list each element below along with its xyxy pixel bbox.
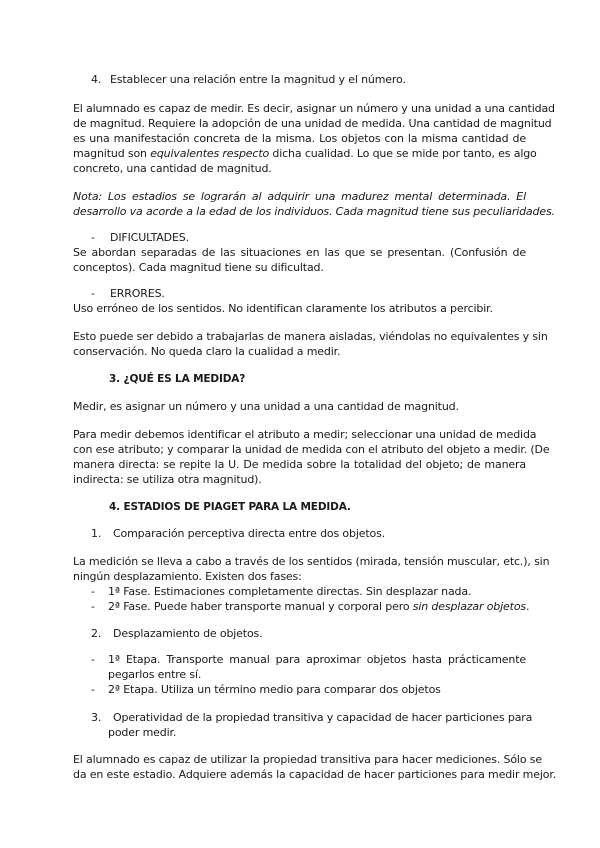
bullet-dash: -	[91, 231, 95, 244]
bullet-dash: -	[91, 653, 95, 666]
paragraph-line: ningún desplazamiento. Existen dos fases:	[73, 570, 302, 583]
note-line: desarrollo va acorde a la edad de los individuos. Cada magnitud tiene sus peculiaridades.	[73, 205, 555, 218]
paragraph-line: Medir, es asignar un número y una unidad a una cantidad de magnitud.	[73, 400, 459, 413]
paragraph-line: conservación. No queda claro la cualidad a medir.	[73, 345, 341, 358]
section-label: DIFICULTADES.	[110, 231, 189, 244]
paragraph-line: con ese atributo; y comparar la unidad de medida con el atributo del objeto a medir. (De	[73, 443, 550, 456]
text-run: magnitud son	[73, 147, 151, 160]
text-run: dicha cualidad. Lo que se mide por tanto, es algo	[269, 147, 537, 160]
paragraph-line: Para medir debemos identificar el atributo a medir; seleccionar una unidad de medida	[73, 428, 537, 441]
section-label: ERRORES.	[110, 287, 165, 300]
italic-text: sin desplazar objetos	[412, 600, 526, 613]
list-item-text: 1ª Fase. Estimaciones completamente directas. Sin desplazar nada.	[108, 585, 472, 598]
bullet-dash: -	[91, 683, 95, 696]
bullet-dash: -	[91, 287, 95, 300]
list-item-text: poder medir.	[108, 726, 177, 739]
list-item-text: Comparación perceptiva directa entre dos objetos.	[113, 527, 386, 540]
bullet-dash: -	[91, 600, 95, 613]
list-item-text: pegarlos entre sí.	[108, 668, 202, 681]
list-number: 3.	[91, 711, 102, 724]
section-heading: 3. ¿QUÉ ES LA MEDIDA?	[109, 373, 246, 385]
paragraph-line: es una manifestación concreta de la misma. Los objetos con la misma cantidad de	[73, 132, 526, 145]
list-item-text	[108, 599, 529, 614]
bullet-dash: -	[91, 585, 95, 598]
list-number: 2.	[91, 627, 102, 640]
note-line: Nota: Los estadios se lograrán al adquirir una madurez mental determinada. El	[73, 190, 526, 203]
list-item-text: Operatividad de la propiedad transitiva y capacidad de hacer particiones para	[113, 711, 533, 724]
paragraph-line	[73, 146, 537, 161]
text-run: 2ª Fase. Puede haber transporte manual y corporal pero	[108, 600, 413, 613]
section-heading: 4. ESTADIOS DE PIAGET PARA LA MEDIDA.	[109, 501, 351, 513]
text-run: .	[525, 600, 530, 613]
paragraph-line: manera directa: se repite la U. De medida sobre la totalidad del objeto; de manera	[73, 458, 526, 471]
paragraph-line: La medición se lleva a cabo a través de los sentidos (mirada, tensión muscular, etc.), sin	[73, 555, 550, 568]
paragraph-line: El alumnado es capaz de utilizar la propiedad transitiva para hacer mediciones. Sólo se	[73, 753, 542, 766]
list-number: 1.	[91, 527, 102, 540]
paragraph-line: da en este estadio. Adquiere además la capacidad de hacer particiones para medir mejor.	[73, 768, 557, 781]
paragraph-line: conceptos). Cada magnitud tiene su dificultad.	[73, 261, 324, 274]
list-item-text: 1ª Etapa. Transporte manual para aproximar objetos hasta prácticamente	[108, 653, 526, 666]
paragraph-line: concreto, una cantidad de magnitud.	[73, 162, 272, 175]
paragraph-line: El alumnado es capaz de medir. Es decir, asignar un número y una unidad a una cantidad	[73, 102, 555, 115]
list-number: 4.	[91, 73, 102, 86]
list-item-text: Establecer una relación entre la magnitud y el número.	[110, 73, 406, 86]
paragraph-line: indirecta: se utiliza otra magnitud).	[73, 473, 262, 486]
paragraph-line: Uso erróneo de los sentidos. No identifican claramente los atributos a percibir.	[73, 302, 493, 315]
list-item-text: 2ª Etapa. Utiliza un término medio para comparar dos objetos	[108, 683, 441, 696]
paragraph-line: de magnitud. Requiere la adopción de una unidad de medida. Una cantidad de magnitud	[73, 117, 552, 130]
paragraph-line: Esto puede ser debido a trabajarlas de manera aisladas, viéndolas no equivalentes y sin	[73, 330, 548, 343]
italic-text: equivalentes respecto	[150, 147, 270, 160]
paragraph-line: Se abordan separadas de las situaciones en las que se presentan. (Confusión de	[73, 246, 526, 259]
list-item-text: Desplazamiento de objetos.	[113, 627, 263, 640]
